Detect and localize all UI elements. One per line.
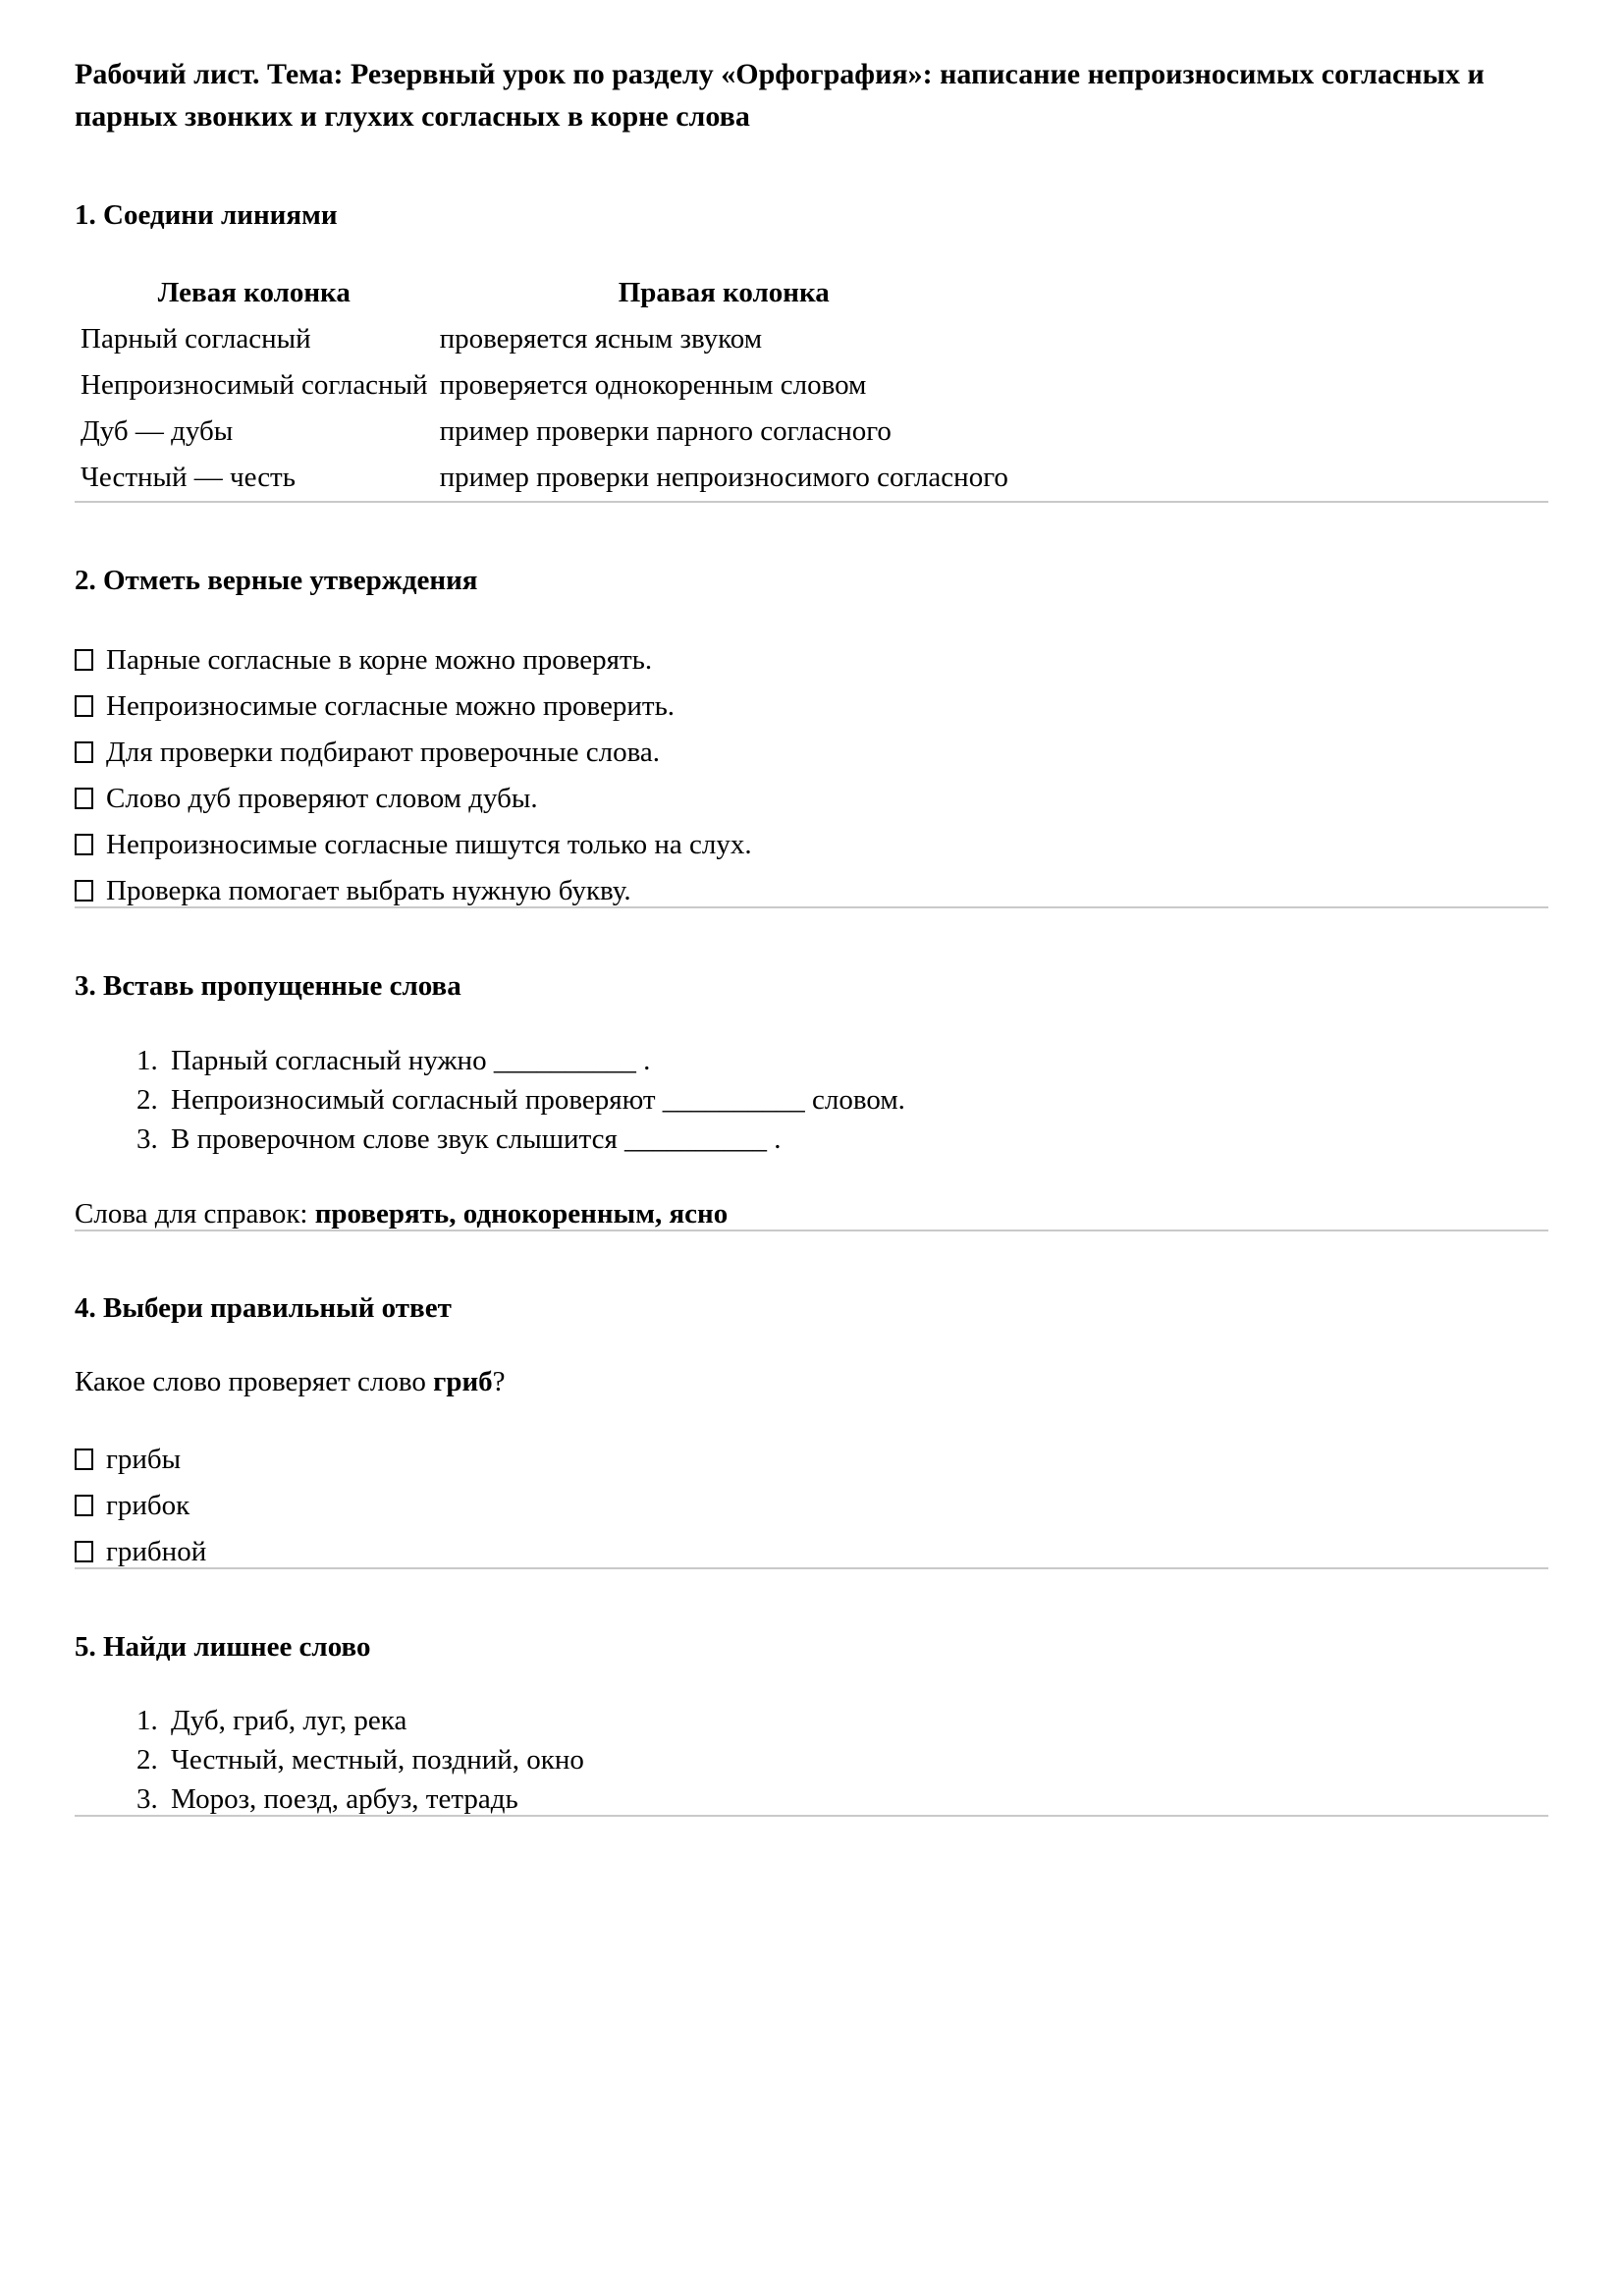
section-5-heading: 5. Найди лишнее слово: [75, 1631, 371, 1663]
section-3-heading: 3. Вставь пропущенные слова: [75, 970, 461, 1002]
answer-option: [75, 1536, 1548, 1567]
checkbox-label: Для проверки подбирают проверочные слова.: [106, 737, 661, 768]
match-right-cell: проверяется ясным звуком: [439, 323, 763, 355]
section-divider: [75, 906, 1548, 908]
option-label: грибной: [106, 1536, 207, 1567]
option-label: грибы: [106, 1444, 182, 1475]
odd-word-item: 1. Дуб, гриб, луг, река: [165, 1706, 1548, 1736]
section-divider: [75, 1567, 1548, 1569]
question-after: ?: [492, 1366, 506, 1397]
checkbox[interactable]: [75, 1495, 93, 1516]
checklist-item: [75, 783, 1548, 814]
question-text: [75, 1366, 1548, 1397]
odd-word-item: 2. Честный, местный, поздний, окно: [165, 1745, 1548, 1776]
table-row: [75, 455, 1014, 501]
table-row: [75, 409, 1014, 455]
checkbox[interactable]: [75, 1541, 93, 1562]
fill-blank-item: 3. В проверочном слове звук слышится __________ .: [165, 1124, 1548, 1155]
checkbox[interactable]: [75, 649, 93, 671]
match-left-cell: Честный — честь: [81, 462, 296, 493]
page-title: Рабочий лист. Тема: Резервный урок по разделу «Орфография»: написание непроизносимых согласных и парных звонких и глухих согласных в корне слова: [75, 58, 1485, 133]
page-bottom-divider: [75, 1815, 1548, 1817]
odd-word-item: 3. Мороз, поезд, арбуз, тетрадь: [165, 1784, 1548, 1815]
fill-blank-item: 2. Непроизносимый согласный проверяют __________ словом.: [165, 1085, 1548, 1116]
table-header-row: [75, 270, 1014, 316]
fill-blank-item: 1. Парный согласный нужно __________ .: [165, 1046, 1548, 1076]
section-divider: [75, 501, 1548, 503]
answer-option: [75, 1490, 1548, 1521]
checkbox[interactable]: [75, 695, 93, 717]
answer-options: [75, 1444, 1548, 1567]
match-left-cell: Непроизносимый согласный: [81, 369, 428, 401]
checkbox[interactable]: [75, 788, 93, 809]
checkbox-label: Проверка помогает выбрать нужную букву.: [106, 875, 631, 906]
checkbox[interactable]: [75, 1449, 93, 1470]
checkbox-label: Непроизносимые согласные можно проверить.: [106, 690, 676, 722]
column-header-right: Правая колонка: [618, 277, 830, 308]
statements-checklist: [75, 644, 1548, 906]
table-row: [75, 316, 1014, 362]
match-right-cell: пример проверки непроизносимого согласного: [439, 462, 1008, 493]
checklist-item: [75, 644, 1548, 676]
option-label: грибок: [106, 1490, 190, 1521]
match-left-cell: Дуб — дубы: [81, 415, 234, 447]
match-right-cell: пример проверки парного согласного: [439, 415, 892, 447]
word-bank-words: проверять, однокоренным, ясно: [314, 1198, 729, 1230]
fill-blanks-list: [75, 1046, 1548, 1155]
checklist-item: [75, 829, 1548, 860]
table-row: [75, 362, 1014, 409]
answer-option: [75, 1444, 1548, 1475]
odd-word-list: [75, 1706, 1548, 1815]
section-divider: [75, 1230, 1548, 1231]
checklist-item: [75, 737, 1548, 768]
column-header-left: Левая колонка: [157, 277, 351, 308]
word-bank-label: Слова для справок:: [75, 1198, 315, 1230]
checkbox-label: Парные согласные в корне можно проверять.: [106, 644, 653, 676]
section-4-heading: 4. Выбери правильный ответ: [75, 1292, 452, 1324]
checkbox[interactable]: [75, 880, 93, 902]
checkbox[interactable]: [75, 834, 93, 855]
match-left-cell: Парный согласный: [81, 323, 311, 355]
matching-table: [75, 270, 1014, 501]
checkbox[interactable]: [75, 741, 93, 763]
checkbox-label: Слово дуб проверяют словом дубы.: [106, 783, 538, 814]
checklist-item: [75, 690, 1548, 722]
checkbox-label: Непроизносимые согласные пишутся только на слух.: [106, 829, 752, 860]
question-before: Какое слово проверяет слово: [75, 1366, 434, 1397]
question-target-word: гриб: [433, 1366, 493, 1397]
section-2-heading: 2. Отметь верные утверждения: [75, 565, 478, 596]
word-bank: [75, 1198, 1548, 1230]
match-right-cell: проверяется однокоренным словом: [439, 369, 867, 401]
checklist-item: [75, 875, 1548, 906]
section-1-heading: 1. Соедини линиями: [75, 199, 338, 231]
